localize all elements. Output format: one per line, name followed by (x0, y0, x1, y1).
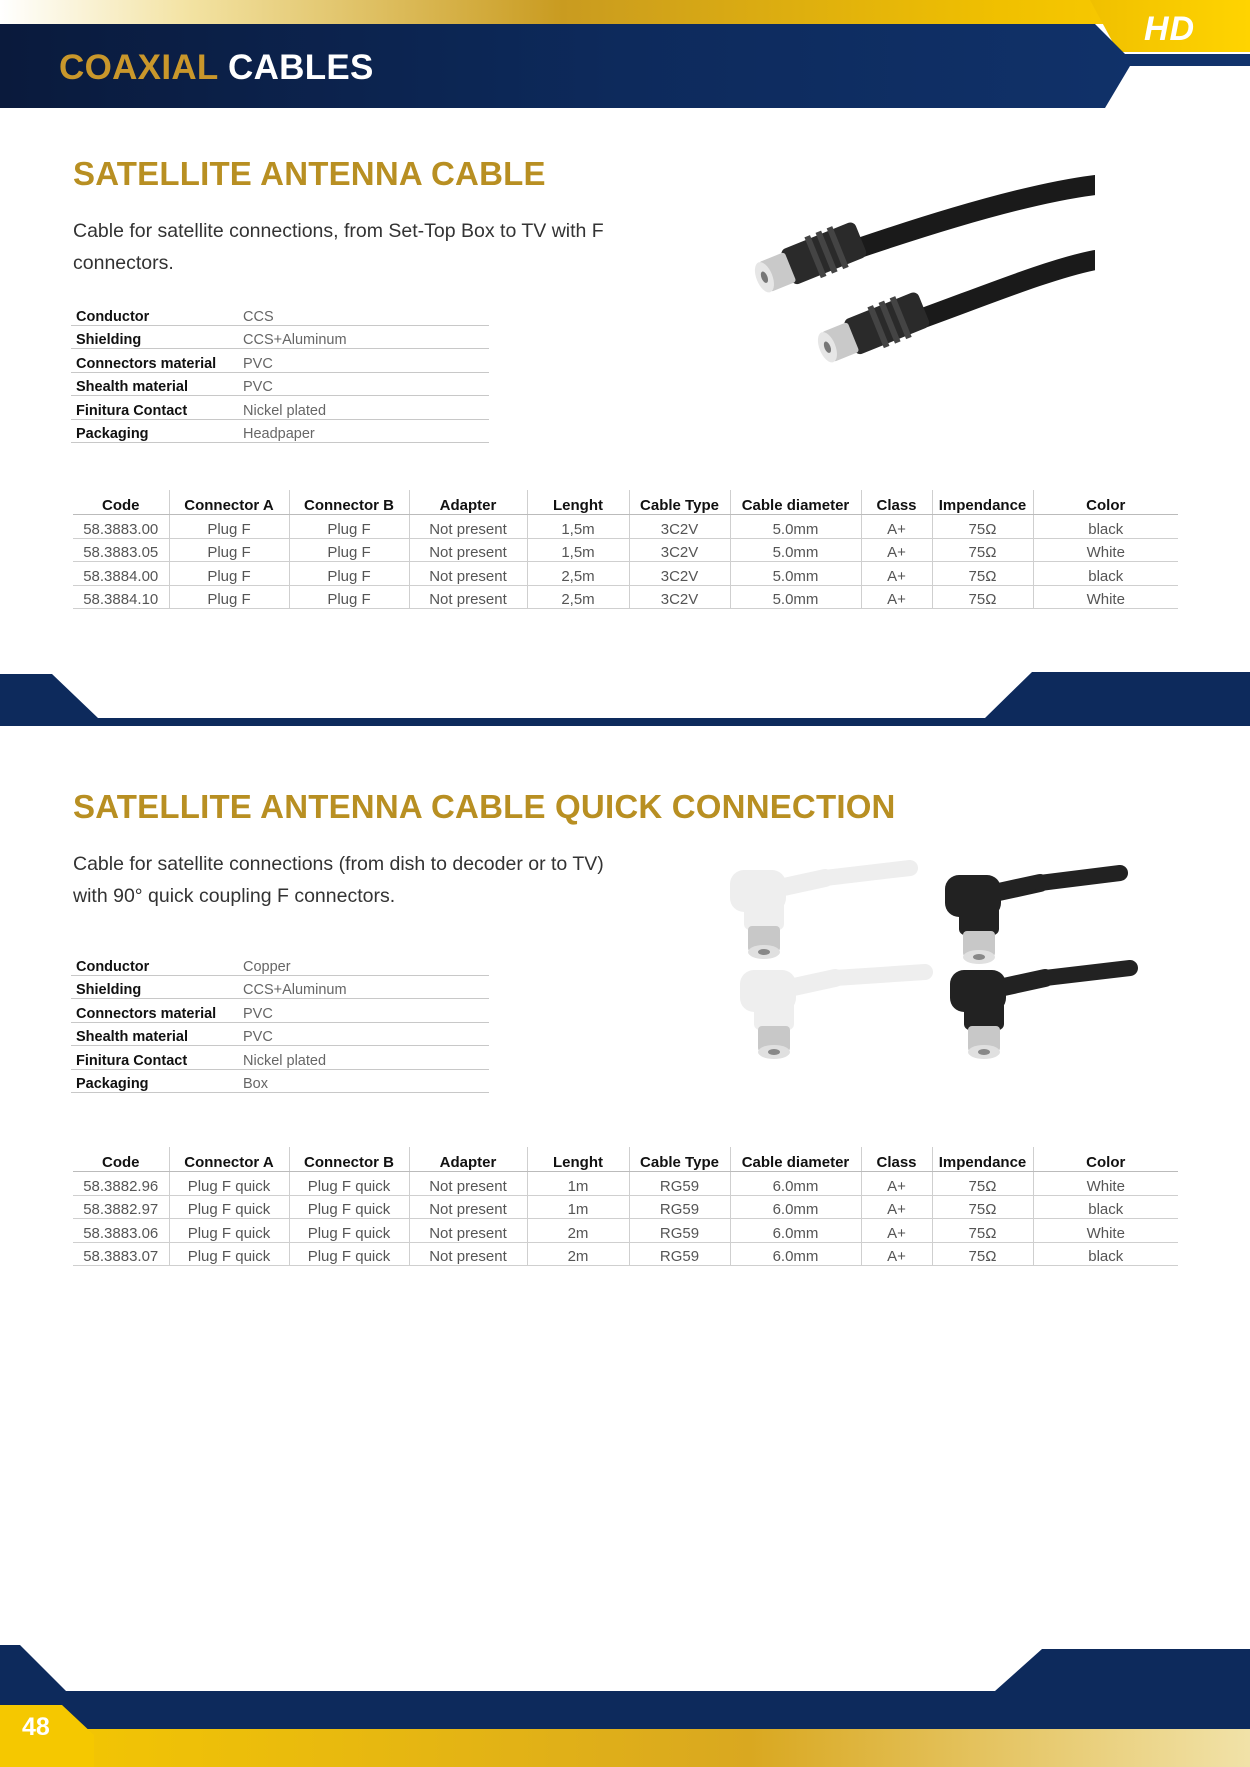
table-cell: 75Ω (932, 538, 1033, 562)
table-cell: Plug F (169, 562, 289, 586)
section2-description: Cable for satellite connections (from dish to decoder or to TV) with 90° quick coupling F connectors. (73, 853, 604, 907)
table-cell: 58.3883.00 (73, 515, 169, 539)
table-cell: Plug F (169, 585, 289, 609)
table-row (73, 585, 1178, 609)
table-cell: A+ (861, 1172, 932, 1196)
section2-title: SATELLITE ANTENNA CABLE QUICK CONNECTION (73, 788, 896, 825)
table-cell: Plug F quick (289, 1219, 409, 1243)
spec-value: PVC (238, 1022, 489, 1046)
spec-row (71, 396, 489, 420)
coaxial-cable-f-connector-icon (715, 165, 1095, 385)
spec-value: PVC (238, 372, 489, 396)
table-cell: RG59 (629, 1172, 730, 1196)
spec-label: Finitura Contact (71, 1046, 238, 1070)
table-cell: A+ (861, 1242, 932, 1266)
table-cell: 75Ω (932, 515, 1033, 539)
table-cell: 75Ω (932, 1219, 1033, 1243)
column-header: Color (1033, 1147, 1178, 1172)
table-cell: RG59 (629, 1242, 730, 1266)
spec-row (71, 952, 489, 975)
table-cell: Not present (409, 1172, 527, 1196)
table-cell: black (1033, 562, 1178, 586)
section1-product-table (73, 490, 1178, 609)
section-divider-band (0, 668, 1250, 726)
table-cell: Plug F quick (169, 1242, 289, 1266)
table-cell: 6.0mm (730, 1242, 861, 1266)
column-header: Class (861, 490, 932, 515)
right-angle-f-connector-icon (720, 860, 1140, 1070)
column-header: Class (861, 1147, 932, 1172)
table-cell: Plug F (289, 515, 409, 539)
table-cell: Not present (409, 1242, 527, 1266)
table-cell: black (1033, 1195, 1178, 1219)
column-header: Connector A (169, 1147, 289, 1172)
table-cell: 58.3882.96 (73, 1172, 169, 1196)
table-cell: 58.3884.00 (73, 562, 169, 586)
table-cell: Not present (409, 562, 527, 586)
table-row (73, 1219, 1178, 1243)
table-cell: A+ (861, 562, 932, 586)
table-cell: 3C2V (629, 538, 730, 562)
column-header: Connector B (289, 1147, 409, 1172)
table-cell: Plug F quick (289, 1195, 409, 1219)
table-cell: black (1033, 1242, 1178, 1266)
table-cell: White (1033, 1172, 1178, 1196)
table-cell: White (1033, 585, 1178, 609)
table-row (73, 1172, 1178, 1196)
table-cell: 2,5m (527, 562, 629, 586)
spec-value: Nickel plated (238, 396, 489, 420)
column-header: Adapter (409, 490, 527, 515)
table-cell: Plug F quick (169, 1172, 289, 1196)
title-word-coaxial: COAXIAL (59, 48, 218, 87)
spec-row (71, 325, 489, 349)
table-cell: 2m (527, 1242, 629, 1266)
table-cell: 1m (527, 1172, 629, 1196)
table-cell: Plug F (289, 538, 409, 562)
column-header: Cable diameter (730, 1147, 861, 1172)
column-header: Lenght (527, 1147, 629, 1172)
table-row (73, 1195, 1178, 1219)
table-cell: 1,5m (527, 515, 629, 539)
column-header: Code (73, 490, 169, 515)
table-cell: Not present (409, 585, 527, 609)
table-cell: 5.0mm (730, 585, 861, 609)
table-cell: 5.0mm (730, 515, 861, 539)
section2-table-body (73, 1172, 1178, 1266)
spec-label: Connectors material (71, 349, 238, 373)
title-word-cables: CABLES (228, 48, 374, 87)
spec-label: Packaging (71, 419, 238, 443)
table-header-row (73, 490, 1178, 515)
table-cell: White (1033, 538, 1178, 562)
column-header: Code (73, 1147, 169, 1172)
table-cell: 6.0mm (730, 1195, 861, 1219)
page-title (59, 48, 374, 88)
column-header: Connector A (169, 490, 289, 515)
table-cell: Plug F (169, 538, 289, 562)
table-header-row (73, 1147, 1178, 1172)
table-cell: 1m (527, 1195, 629, 1219)
table-cell: Not present (409, 515, 527, 539)
table-cell: 5.0mm (730, 538, 861, 562)
table-cell: A+ (861, 515, 932, 539)
spec-row (71, 1069, 489, 1093)
table-cell: 58.3882.97 (73, 1195, 169, 1219)
spec-row (71, 999, 489, 1023)
column-header: Impendance (932, 490, 1033, 515)
table-cell: 6.0mm (730, 1219, 861, 1243)
spec-label: Conductor (71, 302, 238, 325)
spec-row (71, 975, 489, 999)
table-cell: 75Ω (932, 585, 1033, 609)
table-cell: 3C2V (629, 562, 730, 586)
table-cell: 75Ω (932, 1172, 1033, 1196)
table-row (73, 1242, 1178, 1266)
table-cell: 3C2V (629, 515, 730, 539)
table-cell: A+ (861, 1195, 932, 1219)
spec-row (71, 372, 489, 396)
spec-value: PVC (238, 349, 489, 373)
section1-title: SATELLITE ANTENNA CABLE (73, 155, 546, 192)
table-cell: Not present (409, 538, 527, 562)
table-cell: RG59 (629, 1219, 730, 1243)
table-cell: Plug F quick (289, 1242, 409, 1266)
table-cell: black (1033, 515, 1178, 539)
column-header: Color (1033, 490, 1178, 515)
table-cell: 75Ω (932, 1195, 1033, 1219)
table-cell: Not present (409, 1219, 527, 1243)
table-cell: 58.3883.06 (73, 1219, 169, 1243)
spec-label: Shealth material (71, 1022, 238, 1046)
table-cell: 2m (527, 1219, 629, 1243)
page-number: 48 (22, 1713, 50, 1741)
table-cell: Plug F quick (169, 1195, 289, 1219)
table-cell: 3C2V (629, 585, 730, 609)
table-cell: 58.3883.07 (73, 1242, 169, 1266)
table-cell: A+ (861, 1219, 932, 1243)
column-header: Cable diameter (730, 490, 861, 515)
spec-value: CCS+Aluminum (238, 975, 489, 999)
section1-description: Cable for satellite connections, from Set-Top Box to TV with F connectors. (73, 220, 604, 274)
table-cell: Plug F quick (169, 1219, 289, 1243)
table-cell: White (1033, 1219, 1178, 1243)
spec-label: Conductor (71, 952, 238, 975)
table-cell: RG59 (629, 1195, 730, 1219)
column-header: Impendance (932, 1147, 1033, 1172)
spec-value: Copper (238, 952, 489, 975)
spec-label: Shielding (71, 975, 238, 999)
spec-row (71, 349, 489, 373)
table-cell: 58.3883.05 (73, 538, 169, 562)
footer-banner (0, 1643, 1250, 1767)
column-header: Adapter (409, 1147, 527, 1172)
spec-label: Finitura Contact (71, 396, 238, 420)
spec-value: Box (238, 1069, 489, 1093)
table-cell: A+ (861, 585, 932, 609)
spec-label: Packaging (71, 1069, 238, 1093)
spec-row (71, 1022, 489, 1046)
spec-value: Headpaper (238, 419, 489, 443)
spec-label: Connectors material (71, 999, 238, 1023)
spec-value: Nickel plated (238, 1046, 489, 1070)
section2-spec-table (71, 952, 489, 1093)
table-cell: Plug F (289, 562, 409, 586)
table-row (73, 515, 1178, 539)
column-header: Cable Type (629, 490, 730, 515)
hd-logo: HD (1144, 10, 1196, 48)
table-cell: 75Ω (932, 562, 1033, 586)
spec-row (71, 419, 489, 443)
column-header: Connector B (289, 490, 409, 515)
table-cell: A+ (861, 538, 932, 562)
table-row (73, 538, 1178, 562)
section1-spec-table (71, 302, 489, 443)
column-header: Lenght (527, 490, 629, 515)
table-cell: 5.0mm (730, 562, 861, 586)
table-cell: 1,5m (527, 538, 629, 562)
table-cell: 58.3884.10 (73, 585, 169, 609)
table-cell: 2,5m (527, 585, 629, 609)
table-cell: Plug F (169, 515, 289, 539)
spec-label: Shielding (71, 325, 238, 349)
spec-label: Shealth material (71, 372, 238, 396)
section2-product-table (73, 1147, 1178, 1266)
table-cell: Plug F (289, 585, 409, 609)
spec-value: CCS+Aluminum (238, 325, 489, 349)
spec-value: PVC (238, 999, 489, 1023)
table-cell: 75Ω (932, 1242, 1033, 1266)
spec-row (71, 302, 489, 325)
spec-row (71, 1046, 489, 1070)
column-header: Cable Type (629, 1147, 730, 1172)
table-cell: Plug F quick (289, 1172, 409, 1196)
table-row (73, 562, 1178, 586)
spec-value: CCS (238, 302, 489, 325)
table-cell: Not present (409, 1195, 527, 1219)
section1-table-body (73, 515, 1178, 609)
table-cell: 6.0mm (730, 1172, 861, 1196)
